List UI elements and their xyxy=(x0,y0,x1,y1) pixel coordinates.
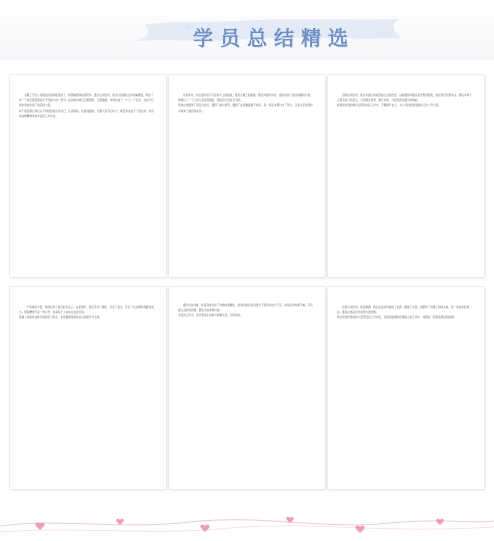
heart-icon xyxy=(116,519,124,525)
document-page-5[interactable] xyxy=(169,287,325,489)
page-body-text: 一个集体的力量，体现在每个成员的付出上。在拓展中，我们学会了倾听，学会了表达，学会了在关键时刻挺身而出。团队精神不是一句口号，而是每个人实实在在的行动。 感谢公司提供这样宝贵的学习机会，也感谢教练和队友们的陪伴与支持。 xyxy=(19,306,154,320)
heart-icon xyxy=(436,519,444,525)
document-page-3[interactable] xyxy=(328,75,484,277)
document-page-2[interactable] xyxy=(169,75,325,277)
page-body-text: 为期三天的公司团队拓展训练结束了，我感触很深收获很多。通过这次培训，我认识到团队合作的重要性，明白了每一个成员都是团队中不可缺少的一部分。在训练中我们互相帮助，互相鼓励，共同完成了一个又一个任务，在这个过程中我体会到了信任的力量。 每个项目都让我们从不同的角度认识自己，认识团队。在挑战面前，只要大家齐心协力，就没有完成不了的任务。我会把这种精神带到今后的工作中去。 xyxy=(19,94,154,118)
page-body-text: 总结这次培训，收获满满。我们在活动中挑战了自我，超越了自我，也增进了同事之间的友谊。每一次成功的背后，都是全体队员共同努力的结果。 我会把这份感动和力量带回到工作岗位，以更加饱满的热情投入到工作中，和团队一起创造更好的成绩。 xyxy=(337,306,470,320)
heart-decoration xyxy=(0,496,494,541)
page-title: 学员总结精选 xyxy=(193,26,355,50)
page-body-text: 通过这次训练，我深刻体会到了沟通的重要性。很多时候任务失败并不是因为能力不足，而是因为沟通不畅。只有建立良好的沟通，团队才能高效运转。 今后的工作中，我会更加主动地与同事交流，共同进步。 xyxy=(178,304,313,318)
document-page-1[interactable] xyxy=(10,75,166,277)
document-page-4[interactable] xyxy=(10,287,166,489)
page-body-text: 回顾这次培训，我认为最大的收获是心态的改变。以前遇到问题总是先想到困难，现在我会先想办法。团队中每个人都有自己的优点，只有相互欣赏、取长补短，才能发挥出最大的效能。 我将把学到的知识运用到实际工作中，不断提升自己，为公司的发展贡献自己的一份力量。 xyxy=(337,94,472,108)
document-page-6[interactable] xyxy=(328,287,484,489)
heart-icon xyxy=(200,525,209,532)
title-banner xyxy=(0,0,494,60)
heart-icon xyxy=(355,526,364,533)
page-body-text: 在培训中，我们面对的不只是体力上的挑战，更是心理上的挑战。通过沟通与协作，团队找到了最佳的解决方案。我明白了一个人的力量是有限的，团队的力量是无穷的。 培训让我懂得了责任与担当，懂得了换位思考，懂得了在困难面前不放弃。每一位队友都付出了努力，正是大家的坚持才换来了最后的成功。 xyxy=(178,94,313,113)
